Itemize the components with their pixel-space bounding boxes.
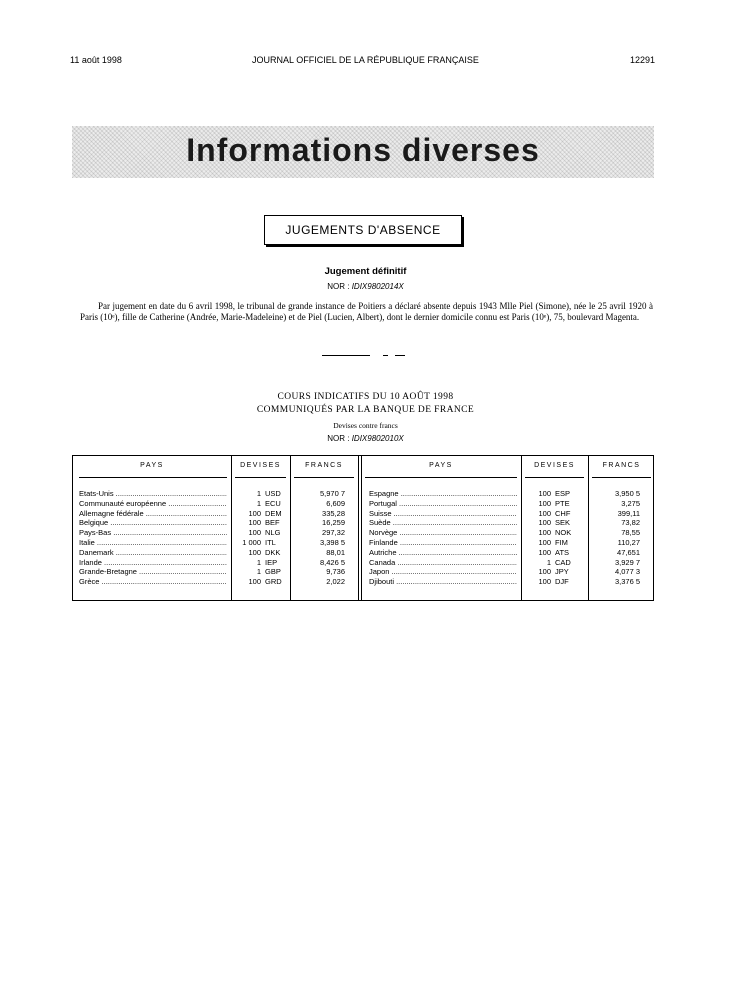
currency-quantity: 1 <box>256 498 261 508</box>
country-name: Belgique ..... <box>79 518 227 528</box>
country-name: Italie ..... <box>79 538 227 548</box>
currency-quantity: 100 <box>538 518 551 528</box>
country-name: Canada ..... <box>369 558 517 568</box>
column-divider <box>290 456 291 600</box>
currency-code: ATS <box>555 547 570 557</box>
country-name: Espagne ..... <box>369 489 517 499</box>
franc-rate: 3,929 7 <box>614 557 640 567</box>
currency-quantity: 100 <box>538 537 551 547</box>
header-underline <box>79 477 227 478</box>
country-name: Portugal ..... <box>369 499 517 509</box>
currency-quantity: 100 <box>538 547 551 557</box>
separator-dash <box>383 355 388 356</box>
country-name: Allemagne fédérale ..... <box>79 509 227 519</box>
franc-rate: 9,736 <box>326 567 345 577</box>
currency-quantity: 100 <box>248 577 261 587</box>
franc-rate: 3,376 5 <box>614 577 640 587</box>
country-name: Autriche ..... <box>369 548 517 558</box>
franc-rate: 399,11 <box>617 508 640 518</box>
currency-code: ITL <box>265 537 276 547</box>
column-divider <box>231 456 232 600</box>
country-name: Japon ..... <box>369 567 517 577</box>
currency-quantity: 100 <box>538 489 551 498</box>
currency-quantity: 1 <box>256 489 261 498</box>
currency-code: CHF <box>555 508 571 518</box>
header-page-number: 12291 <box>629 55 655 65</box>
country-name: Norvège ..... <box>369 528 517 538</box>
currency-code: SEK <box>555 518 571 528</box>
judgement-title: Jugement définitif <box>324 266 407 277</box>
currency-code: DEM <box>265 508 282 518</box>
currency-quantity: 100 <box>538 528 551 538</box>
currency-code: NOK <box>555 528 572 538</box>
column-divider <box>361 456 362 600</box>
left-francs-column <box>292 489 345 587</box>
currency-quantity: 100 <box>538 508 551 518</box>
header-pays-right: PAYS <box>429 462 453 469</box>
left-pays-column <box>79 489 227 587</box>
header-underline <box>294 477 354 478</box>
header-devises-right: DEVISES <box>534 462 575 469</box>
currency-code: BEF <box>265 518 280 528</box>
currency-code: USD <box>265 489 281 498</box>
cours-subtitle: Devises contre francs <box>333 421 398 430</box>
franc-rate: 78,55 <box>621 528 640 538</box>
franc-rate: 47,651 <box>617 547 640 557</box>
franc-rate: 8,426 5 <box>319 557 345 567</box>
header-journal-title: JOURNAL OFFICIEL DE LA RÉPUBLIQUE FRANÇAISE <box>252 55 479 65</box>
column-divider <box>588 456 589 600</box>
cours-title-line1: COURS INDICATIFS DU 10 AOÛT 1998 <box>277 392 454 402</box>
country-name: Communauté européenne ..... <box>79 499 227 509</box>
country-name: Danemark ..... <box>79 548 227 558</box>
currency-code: ECU <box>265 498 281 508</box>
franc-rate: 110,27 <box>617 537 640 547</box>
currency-quantity: 1 <box>256 557 261 567</box>
franc-rate: 3,398 5 <box>319 537 345 547</box>
nor-label: NOR : <box>327 434 350 443</box>
nor-code: IDIX9802010X <box>351 434 404 443</box>
exchange-rate-table <box>72 455 654 601</box>
currency-quantity: 1 <box>256 567 261 577</box>
franc-rate: 73,82 <box>621 518 640 528</box>
franc-rate: 2,022 <box>326 577 345 587</box>
header-date: 11 août 1998 <box>70 55 122 65</box>
header-francs-right: FRANCS <box>602 462 641 469</box>
currency-quantity: 100 <box>248 547 261 557</box>
cours-nor <box>0 434 731 443</box>
right-quantity-column <box>523 489 551 587</box>
franc-rate: 297,32 <box>322 528 345 538</box>
currency-quantity: 100 <box>248 528 261 538</box>
country-name: Suède ..... <box>369 518 517 528</box>
header-underline <box>235 477 286 478</box>
currency-quantity: 100 <box>248 518 261 528</box>
currency-quantity: 1 <box>546 557 551 567</box>
franc-rate: 3,275 <box>621 498 640 508</box>
left-quantity-column <box>233 489 261 587</box>
nor-label: NOR : <box>327 282 350 291</box>
judgement-text: Par jugement en date du 6 avril 1998, le tribunal de grande instance de Poitiers a déclaré absente depuis 1943 Mlle Piel (Simone), née le 25 avril 1920 à Paris (10ᵉ), fille de Catherine (Andrée, Marie-Madeleine) et de Piel (Lucien, Albert), dont le dernier domicile connu est Paris (10ᵉ), 75, boulevard Magenta. <box>80 301 653 322</box>
header-underline <box>365 477 517 478</box>
header-pays-left: PAYS <box>140 462 164 469</box>
currency-code: JPY <box>555 567 569 577</box>
country-name: Pays-Bas ..... <box>79 528 227 538</box>
header-underline <box>525 477 584 478</box>
right-francs-column <box>590 489 640 587</box>
currency-code: ESP <box>555 489 571 498</box>
country-name: Grèce ..... <box>79 577 227 587</box>
currency-code: NLG <box>265 528 281 538</box>
currency-code: PTE <box>555 498 570 508</box>
subsection-heading: JUGEMENTS D'ABSENCE <box>285 223 441 237</box>
franc-rate: 6,609 <box>326 498 345 508</box>
currency-quantity: 100 <box>538 498 551 508</box>
nor-code: IDIX9802014X <box>351 282 404 291</box>
franc-rate: 16,259 <box>322 518 345 528</box>
column-divider <box>358 456 359 600</box>
country-name: Irlande ..... <box>79 558 227 568</box>
franc-rate: 5,970 7 <box>319 489 345 498</box>
currency-code: CAD <box>555 557 571 567</box>
right-pays-column <box>369 489 517 587</box>
country-name: Grande-Bretagne ..... <box>79 567 227 577</box>
header-francs-left: FRANCS <box>305 462 343 469</box>
section-banner <box>72 126 654 178</box>
header-underline <box>592 477 651 478</box>
column-divider <box>521 456 522 600</box>
franc-rate: 335,28 <box>322 508 345 518</box>
currency-code: GBP <box>265 567 281 577</box>
judgement-nor <box>0 282 731 291</box>
country-name: Suisse ..... <box>369 509 517 519</box>
franc-rate: 3,950 5 <box>614 489 640 498</box>
separator-dash <box>395 355 405 356</box>
banner-title: Informations diverses <box>186 132 540 168</box>
franc-rate: 4,077 3 <box>614 567 640 577</box>
currency-code: DJF <box>555 577 569 587</box>
right-code-column <box>555 489 585 587</box>
currency-code: FIM <box>555 537 568 547</box>
currency-quantity: 100 <box>538 567 551 577</box>
currency-quantity: 1 000 <box>242 537 261 547</box>
currency-quantity: 100 <box>248 508 261 518</box>
header-devises-left: DEVISES <box>240 462 281 469</box>
separator-rule <box>322 355 370 356</box>
country-name: Finlande ..... <box>369 538 517 548</box>
franc-rate: 88,01 <box>326 547 345 557</box>
currency-code: GRD <box>265 577 282 587</box>
currency-code: IEP <box>265 557 278 567</box>
subsection-heading-box <box>264 215 462 245</box>
currency-quantity: 100 <box>538 577 551 587</box>
left-code-column <box>265 489 289 587</box>
country-name: Djibouti ..... <box>369 577 517 587</box>
currency-code: DKK <box>265 547 281 557</box>
cours-title-line2: COMMUNIQUÉS PAR LA BANQUE DE FRANCE <box>256 405 475 415</box>
country-name: Etats-Unis ..... <box>79 489 227 499</box>
